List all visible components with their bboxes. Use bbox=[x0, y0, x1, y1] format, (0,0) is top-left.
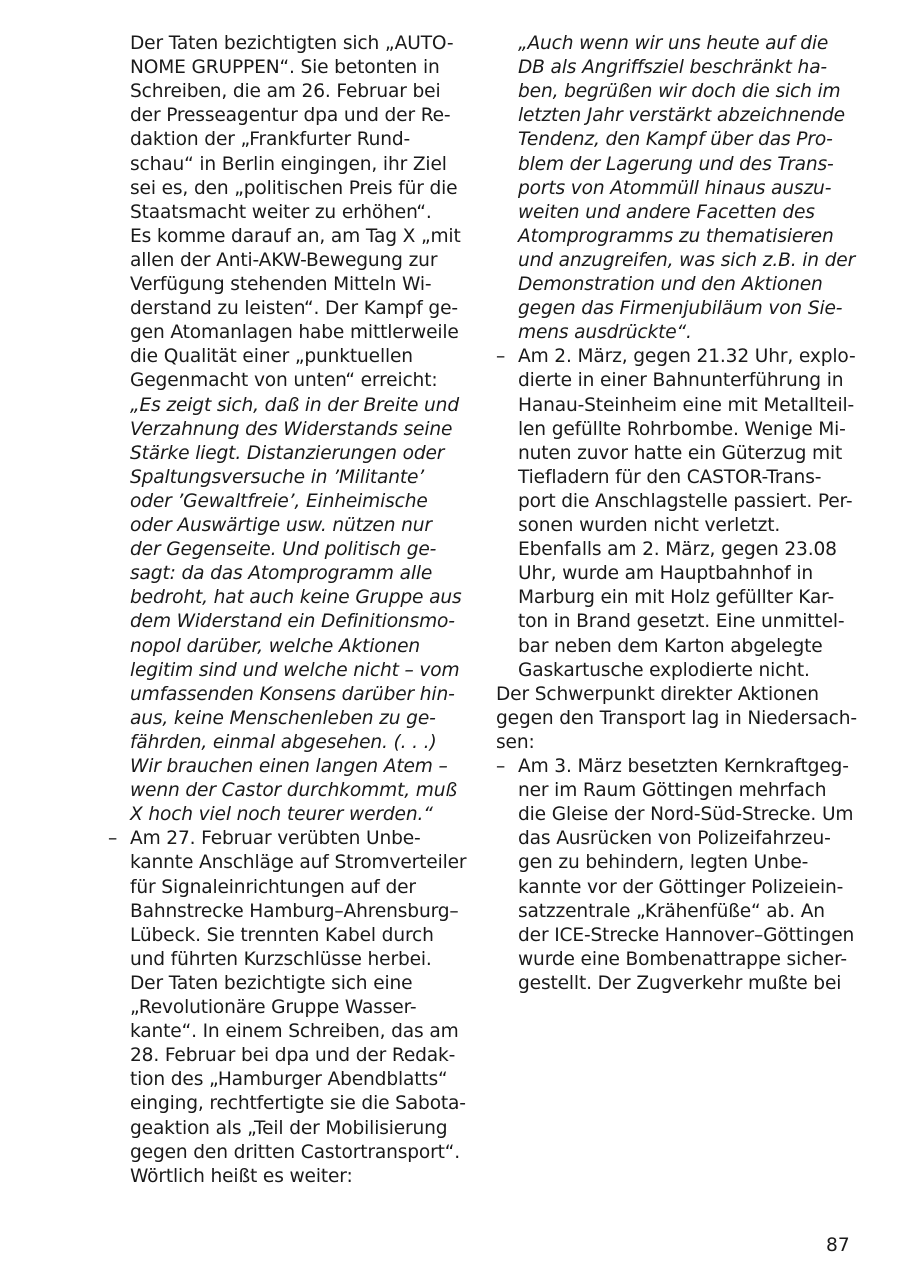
paragraph-1-line: Staatsmacht weiter zu erhöhen“. bbox=[130, 201, 432, 223]
bullet-1-line: kannte Anschläge auf Stromverteiler bbox=[130, 852, 467, 874]
quote-1-line: oder ’Gewaltfreie’, Einheimische bbox=[130, 490, 428, 512]
bullet-3-line: satzzentrale „Krähenfüße“ ab. An bbox=[518, 900, 825, 922]
paragraph-1-line: NOME GRUPPEN“. Sie betonten in bbox=[130, 57, 440, 79]
quote-1-line: bedroht, hat auch keine Gruppe aus bbox=[130, 587, 462, 609]
bullet-1-line: Bahnstrecke Hamburg–Ahrensburg– bbox=[130, 900, 459, 922]
page-number: 87 bbox=[826, 1235, 850, 1256]
bullet-2-line: Gaskartusche explodierte nicht. bbox=[518, 659, 810, 681]
bullet-dash: – bbox=[108, 828, 118, 850]
bullet-3-line: das Ausrücken von Polizeifahrzeu- bbox=[518, 828, 831, 850]
quote-1-line: aus, keine Menschenleben zu ge- bbox=[130, 707, 436, 729]
paragraph-1-line: daktion der „Frankfurter Rund- bbox=[130, 129, 411, 151]
paragraph-1-line: die Qualität einer „punktuellen bbox=[130, 346, 413, 368]
quote-1-line: dem Widerstand ein Definitionsmo- bbox=[130, 611, 455, 633]
paragraph-1-line: Es komme darauf an, am Tag X „mit bbox=[130, 225, 461, 247]
paragraph-1-line: schau“ in Berlin eingingen, ihr Ziel bbox=[130, 153, 447, 175]
quote-1-line: fährden, einmal abgesehen. (. . .) bbox=[130, 731, 437, 753]
quote-2-line: Tendenz, den Kampf über das Pro- bbox=[518, 129, 833, 151]
quote-2-line: mens ausdrückte“. bbox=[518, 322, 692, 344]
bullet-3-line: wurde eine Bombenattrappe sicher- bbox=[518, 948, 847, 970]
paragraph-1-line: Gegenmacht von unten“ erreicht: bbox=[130, 370, 438, 392]
quote-2-line: „Auch wenn wir uns heute auf die bbox=[518, 33, 829, 54]
bullet-2-line: Uhr, wurde am Hauptbahnhof in bbox=[518, 563, 813, 585]
bullet-2-line: sonen wurden nicht verletzt. bbox=[518, 515, 781, 536]
quote-2-line: und anzugreifen, was sich z.B. in der bbox=[518, 249, 856, 271]
bullet-3-line: der ICE-Strecke Hannover–Göttingen bbox=[518, 924, 855, 946]
quote-2-line: DB als Angriffsziel beschränkt ha- bbox=[518, 57, 827, 79]
paragraph-2-line: Der Schwerpunkt direkter Aktionen bbox=[496, 683, 819, 705]
paragraph-2-line: sen: bbox=[496, 731, 535, 753]
bullet-1-line: und führten Kurzschlüsse herbei. bbox=[130, 948, 432, 970]
bullet-dash: – bbox=[496, 756, 506, 777]
bullet-1-line: Am 27. Februar verübten Unbe- bbox=[130, 828, 421, 850]
bullet-3-line: die Gleise der Nord-Süd-Strecke. Um bbox=[518, 804, 854, 826]
quote-2-line: ben, begrüßen wir doch die sich im bbox=[518, 81, 841, 103]
bullet-2-line: dierte in einer Bahnunterführung in bbox=[518, 370, 844, 392]
bullet-2-line: Marburg ein mit Holz gefüllter Kar- bbox=[518, 587, 835, 609]
bullet-3-line: Am 3. März besetzten Kernkraftgeg- bbox=[518, 756, 849, 777]
bullet-1-line: für Signaleinrichtungen auf der bbox=[130, 876, 416, 898]
paragraph-1-line: allen der Anti-AKW-Bewegung zur bbox=[130, 249, 438, 271]
quote-1-line: oder Auswärtige usw. nützen nur bbox=[130, 515, 432, 536]
quote-1-line: Stärke liegt. Distanzierungen oder bbox=[130, 442, 445, 464]
quote-1-line: der Gegenseite. Und politisch ge- bbox=[130, 539, 437, 561]
quote-2-line: weiten und andere Facetten des bbox=[518, 201, 815, 223]
bullet-1-line: gegen den dritten Castortransport“. bbox=[130, 1141, 461, 1163]
bullet-2-line: len gefüllte Rohrbombe. Wenige Mi- bbox=[518, 418, 846, 440]
bullet-3-line: gestellt. Der Zugverkehr mußte bei bbox=[518, 972, 842, 994]
bullet-3-line: ner im Raum Göttingen mehrfach bbox=[518, 780, 827, 802]
bullet-2-line: nuten zuvor hatte ein Güterzug mit bbox=[518, 442, 843, 464]
quote-1-line: wenn der Castor durchkommt, muß bbox=[130, 780, 457, 802]
bullet-1-line: „Revolutionäre Gruppe Wasser- bbox=[130, 997, 417, 1018]
quote-1-line: umfassenden Konsens darüber hin- bbox=[130, 683, 455, 705]
paragraph-1-line: der Presseagentur dpa und der Re- bbox=[130, 105, 451, 127]
paragraph-1-line: Der Taten bezichtigten sich „AUTO- bbox=[130, 33, 454, 54]
quote-1-line: Spaltungsversuche in ’Militante’ bbox=[130, 466, 425, 488]
bullet-2-line: port die Anschlagstelle passiert. Per- bbox=[518, 490, 853, 512]
bullet-dash: – bbox=[496, 346, 506, 368]
bullet-1-line: Der Taten bezichtigte sich eine bbox=[130, 972, 413, 994]
quote-1-line: „Es zeigt sich, daß in der Breite und bbox=[130, 394, 459, 416]
quote-1-line: X hoch viel noch teurer werden.“ bbox=[130, 804, 433, 826]
quote-2-line: letzten Jahr verstärkt abzeichnende bbox=[518, 105, 845, 127]
quote-1-line: sagt: da das Atomprogramm alle bbox=[130, 563, 433, 585]
quote-1-line: Verzahnung des Widerstands seine bbox=[130, 418, 453, 440]
paragraph-1-line: sei es, den „politischen Preis für die bbox=[130, 177, 458, 199]
quote-1-line: legitim sind und welche nicht – vom bbox=[130, 659, 460, 681]
bullet-1-line: Lübeck. Sie trennten Kabel durch bbox=[130, 924, 434, 946]
bullet-1-line: 28. Februar bei dpa und der Redak- bbox=[130, 1045, 456, 1067]
paragraph-1-line: Schreiben, die am 26. Februar bei bbox=[130, 81, 441, 103]
bullet-2-line: Am 2. März, gegen 21.32 Uhr, explo- bbox=[518, 346, 856, 368]
bullet-1-line: geaktion als „Teil der Mobilisierung bbox=[130, 1117, 448, 1139]
quote-2-line: Atomprogramms zu thematisieren bbox=[518, 225, 834, 247]
quote-1-line: nopol darüber, welche Aktionen bbox=[130, 635, 421, 657]
bullet-2-line: Tiefladern für den CASTOR-Trans- bbox=[518, 466, 822, 488]
quote-2-line: Demonstration und den Aktionen bbox=[518, 274, 823, 295]
bullet-2-line: Ebenfalls am 2. März, gegen 23.08 bbox=[518, 539, 837, 561]
bullet-1-line: Wörtlich heißt es weiter: bbox=[130, 1165, 353, 1187]
paragraph-2-line: gegen den Transport lag in Niedersach- bbox=[496, 707, 857, 729]
quote-2-line: ports von Atommüll hinaus auszu- bbox=[518, 177, 832, 199]
quote-2-line: gegen das Firmenjubiläum von Sie- bbox=[518, 298, 843, 320]
bullet-2-line: bar neben dem Karton abgelegte bbox=[518, 635, 823, 657]
bullet-3-line: kannte vor der Göttinger Polizeiein- bbox=[518, 876, 844, 898]
bullet-1-line: kante“. In einem Schreiben, das am bbox=[130, 1021, 459, 1043]
paragraph-1-line: derstand zu leisten“. Der Kampf ge- bbox=[130, 298, 458, 320]
bullet-2-line: ton in Brand gesetzt. Eine unmittel- bbox=[518, 611, 845, 633]
quote-2-line: blem der Lagerung und des Trans- bbox=[518, 153, 834, 175]
paragraph-1-line: Verfügung stehenden Mitteln Wi- bbox=[130, 274, 432, 295]
quote-1-line: Wir brauchen einen langen Atem – bbox=[130, 756, 448, 777]
bullet-1-line: einging, rechtfertigte sie die Sabota- bbox=[130, 1093, 466, 1115]
bullet-1-line: tion des „Hamburger Abendblatts“ bbox=[130, 1069, 448, 1091]
bullet-2-line: Hanau-Steinheim eine mit Metallteil- bbox=[518, 394, 855, 416]
paragraph-1-line: gen Atomanlagen habe mittlerweile bbox=[130, 322, 459, 344]
bullet-3-line: gen zu behindern, legten Unbe- bbox=[518, 852, 809, 874]
